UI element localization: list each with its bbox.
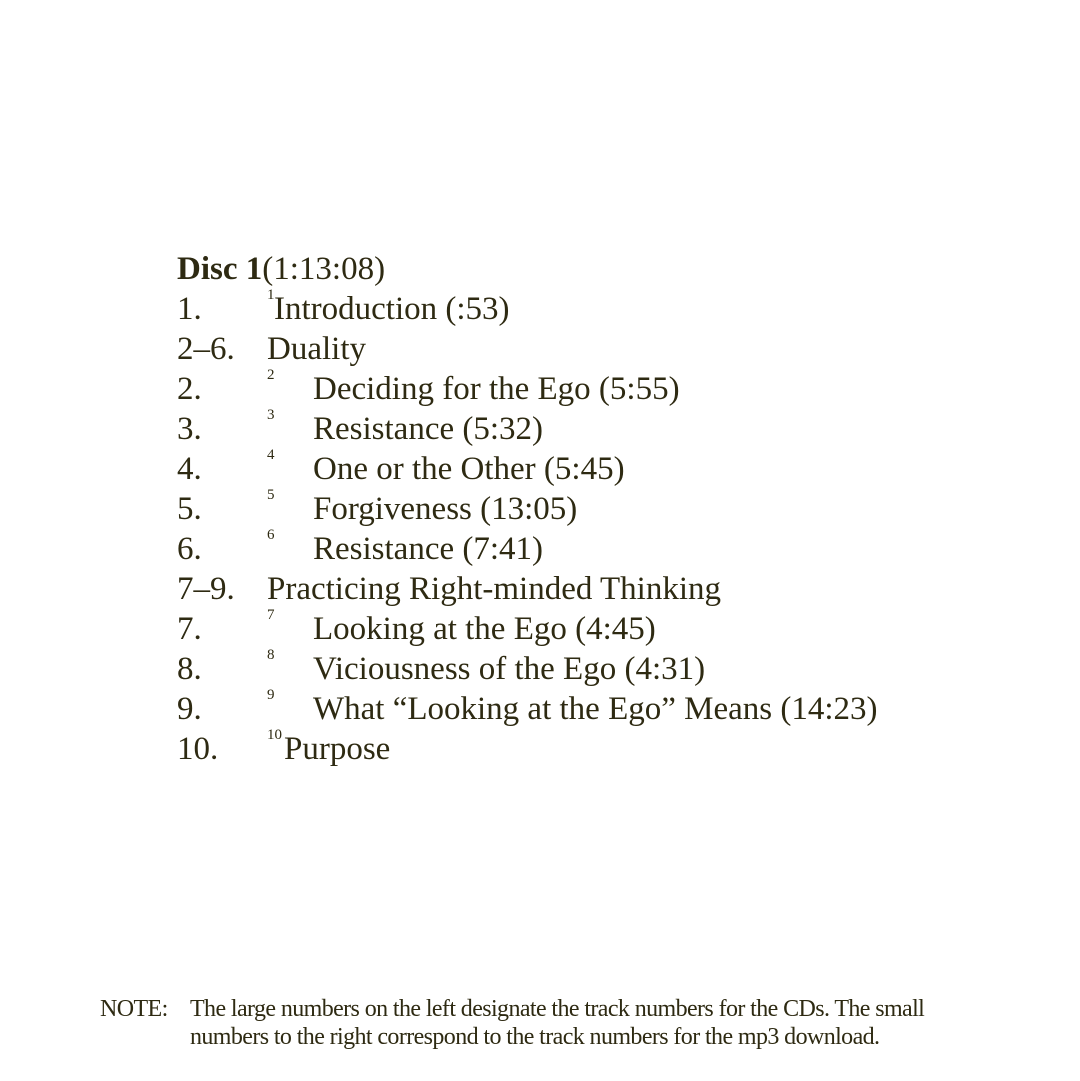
track-row — [177, 449, 1057, 489]
cd-track-number: 7–9. — [177, 571, 235, 607]
cd-track-number: 2–6. — [177, 331, 235, 367]
track-title: One or the Other (5:45) — [313, 451, 625, 487]
cd-track-number: 3. — [177, 411, 202, 447]
mp3-track-number: 8 — [267, 647, 275, 663]
track-row — [177, 609, 1057, 649]
mp3-track-number: 9 — [267, 687, 275, 703]
track-title: Forgiveness (13:05) — [313, 491, 578, 527]
track-title: Resistance (5:32) — [313, 411, 544, 447]
cd-track-number: 1. — [177, 291, 202, 327]
track-title: Purpose — [284, 731, 391, 767]
section-title: Duality — [267, 331, 366, 367]
mp3-track-number: 10 — [267, 727, 282, 743]
mp3-track-number: 5 — [267, 487, 275, 503]
section-row — [177, 329, 1057, 369]
track-title: Resistance (7:41) — [313, 531, 544, 567]
cd-track-number: 7. — [177, 611, 202, 647]
track-row — [177, 369, 1057, 409]
track-row — [177, 729, 1057, 769]
disc-label: Disc 1 — [177, 251, 263, 287]
track-list — [177, 249, 1057, 769]
mp3-track-number: 6 — [267, 527, 275, 543]
mp3-track-number: 2 — [267, 367, 275, 383]
track-title: Looking at the Ego (4:45) — [313, 611, 656, 647]
track-title: Introduction (:53) — [274, 291, 510, 327]
track-row — [177, 649, 1057, 689]
cd-track-number: 4. — [177, 451, 202, 487]
track-rows — [177, 289, 1057, 769]
track-row — [177, 689, 1057, 729]
mp3-track-number: 3 — [267, 407, 275, 423]
track-title: What “Looking at the Ego” Means (14:23) — [313, 691, 878, 727]
mp3-track-number: 7 — [267, 607, 275, 623]
mp3-track-number: 4 — [267, 447, 275, 463]
cd-track-number: 8. — [177, 651, 202, 687]
cd-track-number: 9. — [177, 691, 202, 727]
track-row — [177, 409, 1057, 449]
section-title: Practicing Right-minded Thinking — [267, 571, 722, 607]
cd-track-number: 10. — [177, 731, 219, 767]
section-row — [177, 569, 1057, 609]
disc-heading — [177, 249, 1057, 289]
note-line-2: numbers to the right correspond to the track numbers for the mp3 download. — [190, 1024, 880, 1050]
track-row — [177, 489, 1057, 529]
note-line-1: The large numbers on the left designate the track numbers for the CDs. The small — [190, 996, 925, 1022]
track-title: Deciding for the Ego (5:55) — [313, 371, 680, 407]
note-label: NOTE: — [100, 996, 168, 1022]
track-row — [177, 289, 1057, 329]
mp3-track-number: 1 — [267, 287, 275, 303]
cd-track-number: 5. — [177, 491, 202, 527]
track-row — [177, 529, 1057, 569]
cd-track-number: 2. — [177, 371, 202, 407]
disc-duration: (1:13:08) — [262, 251, 386, 287]
track-title: Viciousness of the Ego (4:31) — [313, 651, 706, 687]
cd-track-number: 6. — [177, 531, 202, 567]
footnote — [100, 995, 1000, 1051]
